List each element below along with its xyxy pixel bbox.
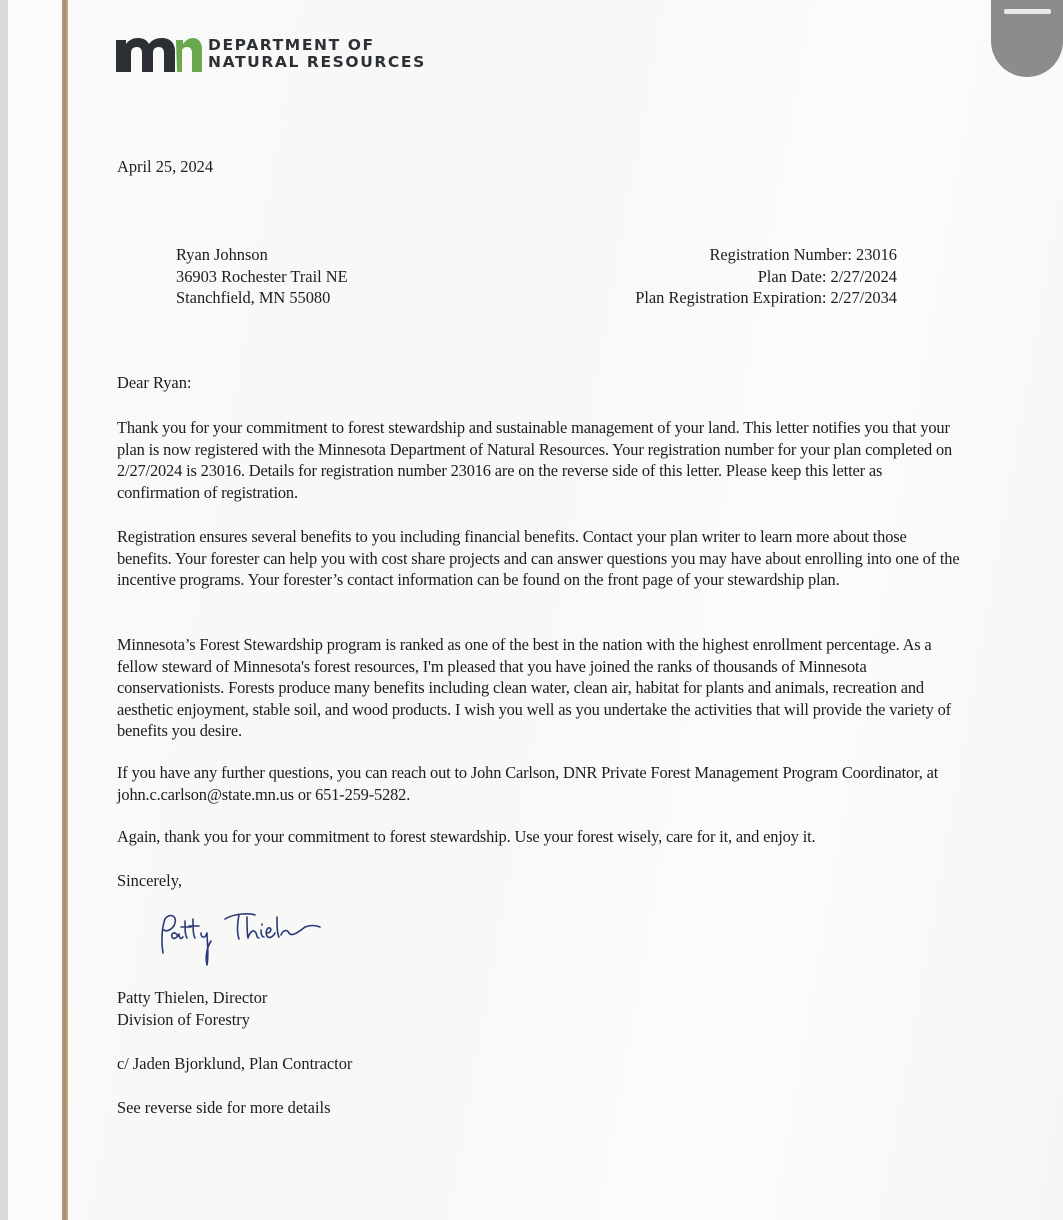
registration-number: Registration Number: 23016 [709,245,897,264]
signer-block [117,987,267,1030]
body-paragraph-5: Again, thank you for your commitment to forest stewardship. Use your forest wisely, care for it, and enjoy it. [117,827,816,846]
closing: Sincerely, [117,871,182,890]
org-name-line2: NATURAL RESOURCES [208,53,426,71]
letter-date: April 25, 2024 [117,157,214,176]
body-paragraph-4: If you have any further questions, you can reach out to John Carlson, DNR Private Forest Management Program Coordinator, at john.c.carlson@state.mn.us or 651-259-5282. [117,763,939,804]
registration-info [635,244,897,309]
signature-icon [155,905,325,970]
recipient-street: 36903 Rochester Trail NE [176,266,348,286]
plan-expiration: Plan Registration Expiration: 2/27/2034 [635,288,897,307]
viewer-left-edge [0,0,8,1220]
body-paragraph-2: Registration ensures several benefits to you including financial benefits. Contact your plan writer to learn more about those benefits. Your forester can help you with cost share projects and can answer questions you may have about enrolling into one of the incentive programs. Your forester’s contact information can be found on the front page of your stewardship plan. [117,527,960,589]
recipient-name: Ryan Johnson [176,245,268,264]
viewer-drag-handle[interactable] [991,0,1063,77]
dnr-letterhead [116,36,426,72]
recipient-address [176,244,348,309]
org-name-line1: DEPARTMENT OF [208,36,375,54]
footer-note: See reverse side for more details [117,1098,331,1117]
recipient-city: Stanchfield, MN 55080 [176,288,331,307]
viewer-background [8,0,62,1220]
signer-name-title: Patty Thielen, Director [117,988,268,1007]
signer-division: Division of Forestry [117,1009,250,1029]
cc-line: c/ Jaden Bjorklund, Plan Contractor [117,1054,353,1073]
plan-date: Plan Date: 2/27/2024 [757,266,897,286]
letter-page [68,0,1063,1220]
drag-handle-icon [1004,9,1051,14]
salutation: Dear Ryan: [117,373,192,392]
body-paragraph-3: Minnesota’s Forest Stewardship program is ranked as one of the best in the nation with the highest enrollment percentage. As a fellow steward of Minnesota's forest resources, I'm pleased that you have joined the ranks of thousands of Minnesota conservationists. Forests produce many benefits including clean water, clean air, habitat for plants and animals, recreation and aesthetic enjoyment, stable soil, and wood products. I wish you well as you undertake the activities that will provide the variety of benefits you desire. [117,635,951,740]
mn-logo-icon [116,36,202,72]
body-paragraph-1: Thank you for your commitment to forest stewardship and sustainable management of your land. This letter notifies you that your plan is now registered with the Minnesota Department of Natural Resources. Your registration number for your plan completed on 2/27/2024 is 23016. Details for registration number 23016 are on the reverse side of this letter. Please keep this letter as confirmation of registration. [117,418,953,502]
